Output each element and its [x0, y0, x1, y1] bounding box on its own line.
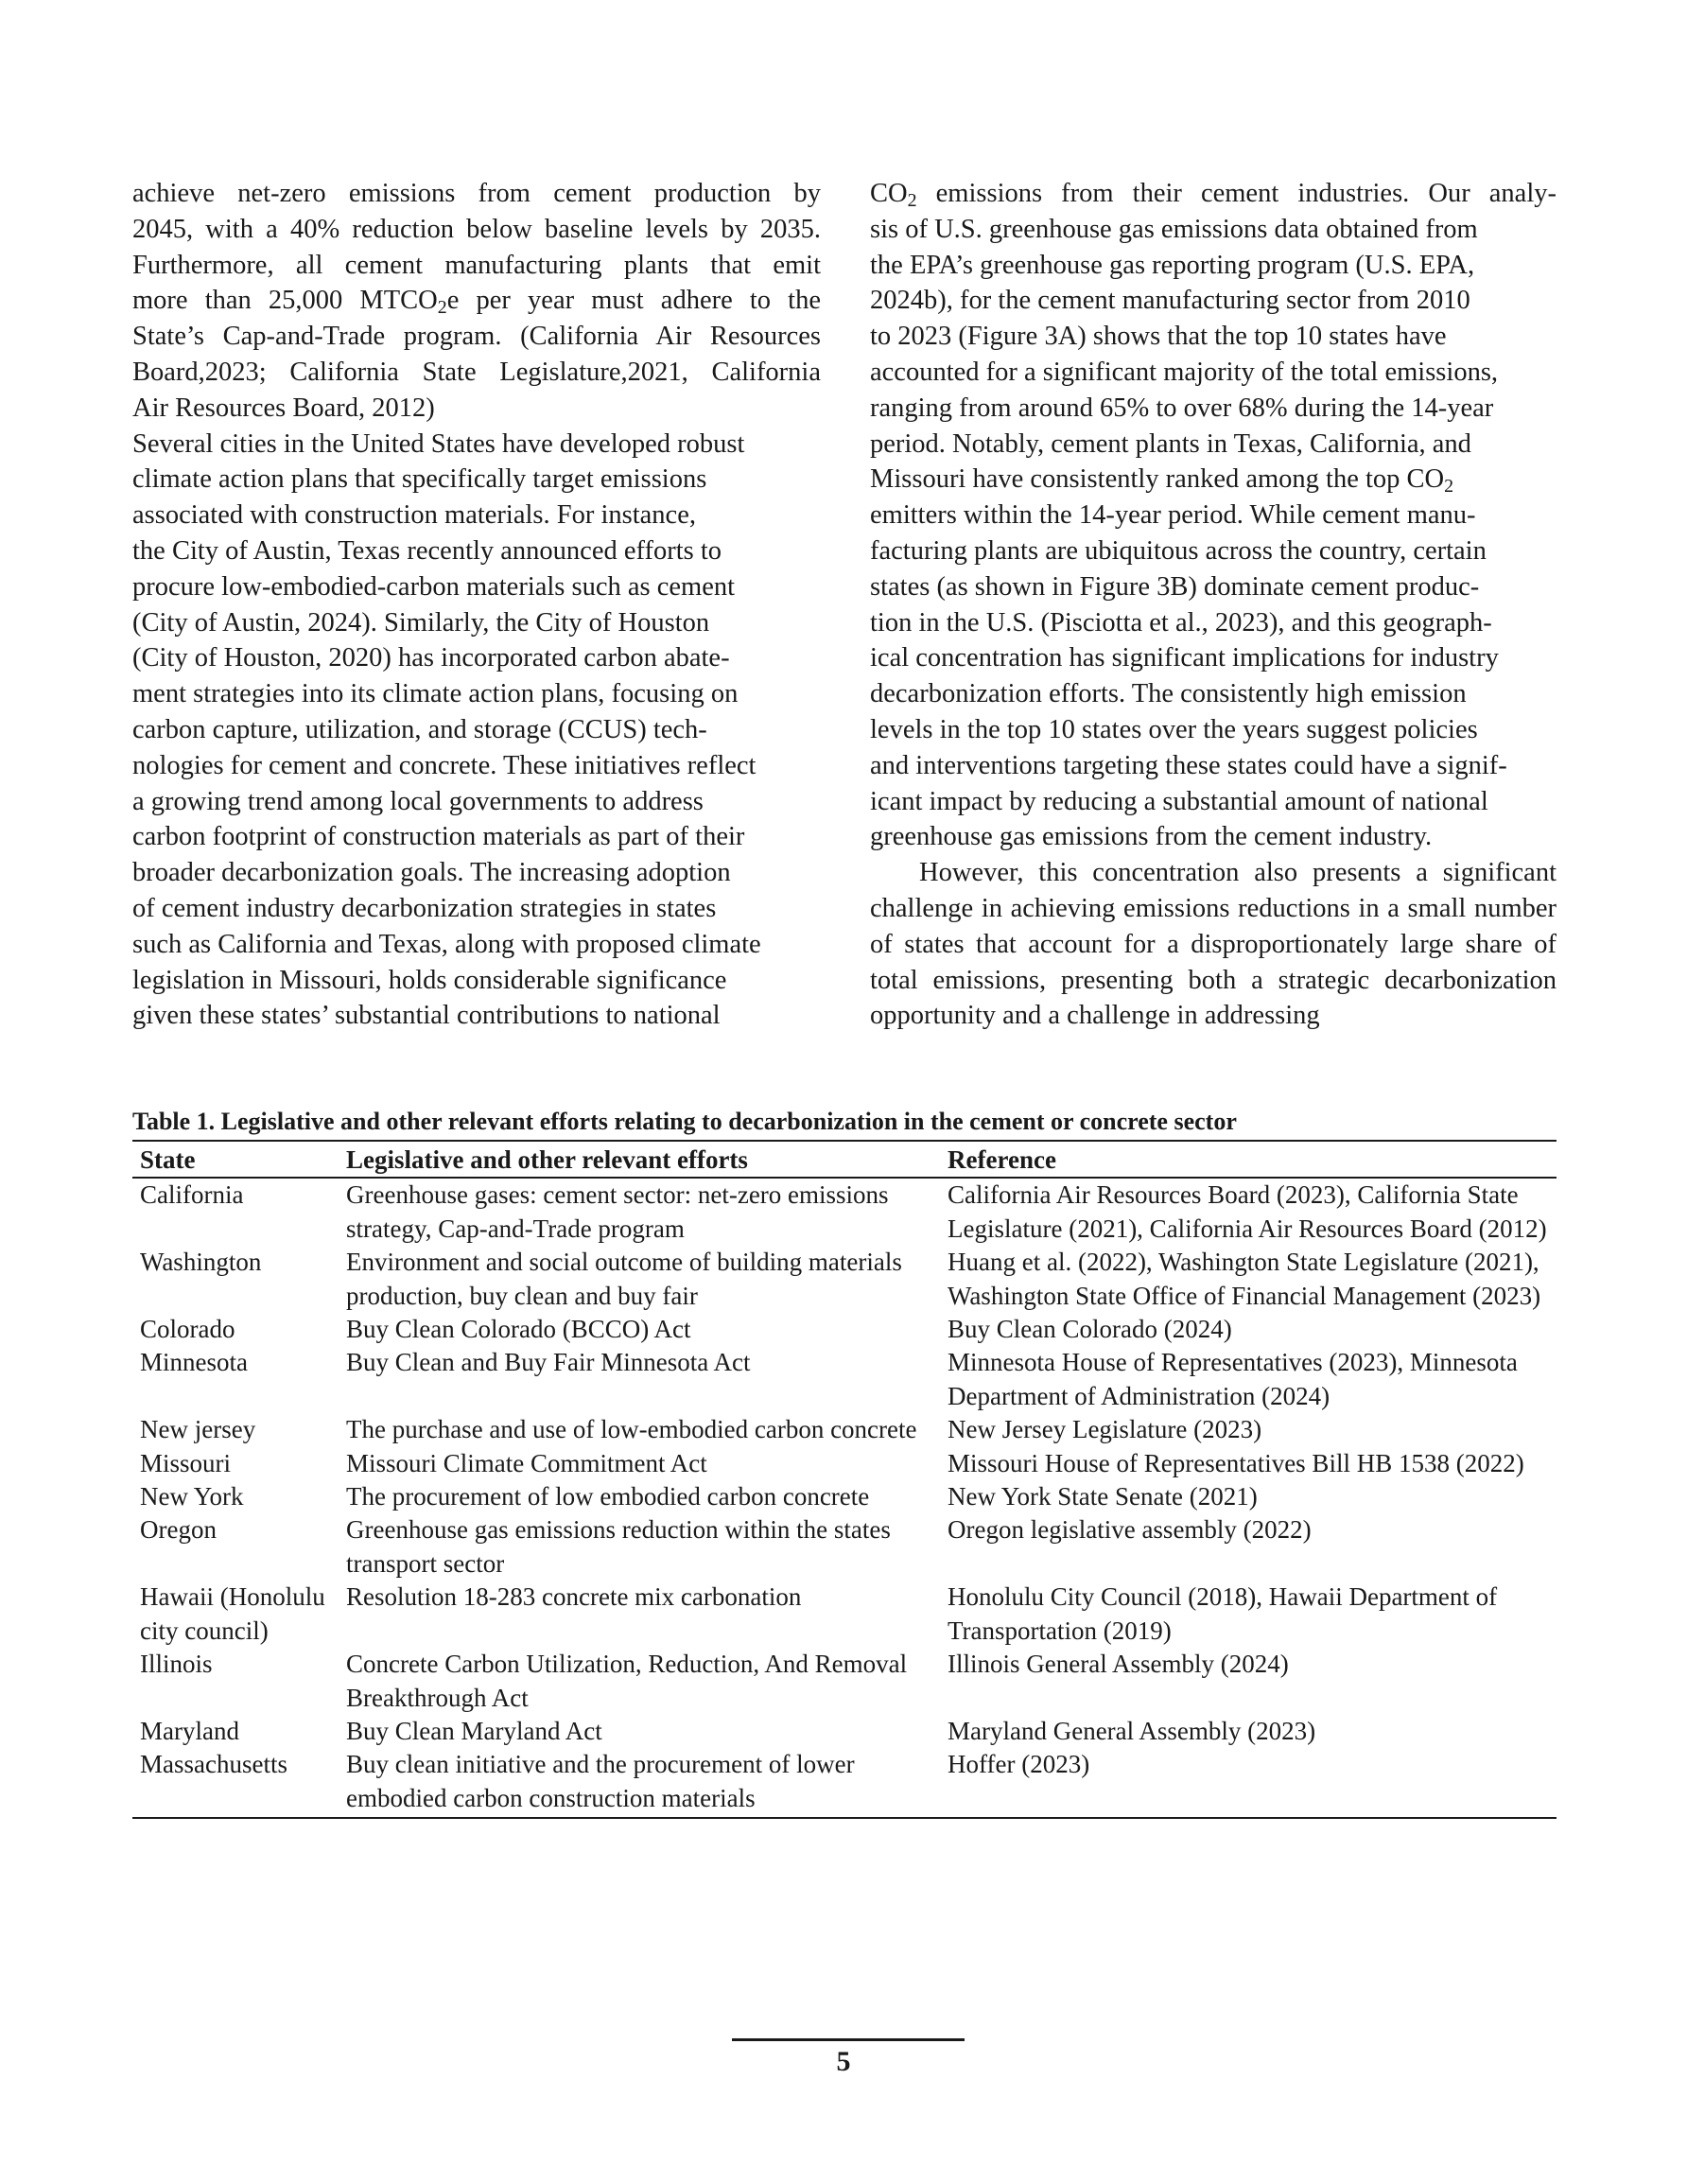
- cell-reference: California Air Resources Board (2023), California State Legislature (2021), California Air Resources Board (2012): [948, 1180, 1547, 1243]
- column-header-reference: Reference: [940, 1141, 1557, 1178]
- text-line: Air Resources Board, 2012): [132, 393, 435, 423]
- table-row: [132, 1246, 1557, 1313]
- cell-state: Missouri: [140, 1448, 232, 1477]
- cell-efforts: Missouri Climate Commitment Act: [346, 1448, 707, 1477]
- text-line: legislation in Missouri, holds considerable significance: [132, 965, 727, 995]
- text-line: a growing trend among local governments to address: [132, 786, 704, 816]
- text-line: levels in the top 10 states over the years suggest policies: [870, 714, 1478, 744]
- table-caption: Table 1. Legislative and other relevant efforts relating to decarbonization in the cement or concrete sector: [132, 1108, 1237, 1135]
- cell-state: Hawaii (Honolulu city council): [140, 1582, 325, 1645]
- cell-state: New jersey: [140, 1415, 256, 1444]
- cell-reference: Missouri House of Representatives Bill HB 1538 (2022): [948, 1448, 1524, 1477]
- cell-reference: Buy Clean Colorado (2024): [948, 1315, 1232, 1344]
- text-line: 2024b), for the cement manufacturing sector from 2010: [870, 286, 1470, 316]
- cell-state: Illinois: [140, 1650, 213, 1679]
- text-line: 2045, with a 40% reduction below baseline levels by 2035.: [132, 214, 821, 244]
- cell-efforts: Resolution 18-283 concrete mix carbonation: [346, 1582, 802, 1612]
- text-line: to 2023 (Figure 3A) shows that the top 10 states have: [870, 322, 1447, 352]
- cell-reference: New Jersey Legislature (2023): [948, 1415, 1262, 1444]
- text-line: broader decarbonization goals. The increasing adoption: [132, 858, 731, 888]
- text-line: ment strategies into its climate action plans, focusing on: [132, 679, 739, 709]
- text-line: icant impact by reducing a substantial amount of national: [870, 786, 1488, 816]
- table-row: [132, 1313, 1557, 1346]
- cell-reference: Hoffer (2023): [940, 1748, 1557, 1818]
- text-line: decarbonization efforts. The consistently high emission: [870, 679, 1467, 709]
- cell-reference: New York State Senate (2021): [948, 1482, 1258, 1511]
- cell-reference: Maryland General Assembly (2023): [948, 1716, 1316, 1745]
- page-number: 5: [836, 2046, 851, 2077]
- cell-efforts: The purchase and use of low-embodied carbon concrete: [346, 1415, 917, 1444]
- text-fragment: Missouri have consistently ranked among the top CO: [870, 464, 1445, 495]
- table-row: [132, 1513, 1557, 1581]
- text-line: period. Notably, cement plants in Texas, California, and: [870, 428, 1471, 459]
- subscript: 2: [437, 297, 447, 319]
- text-line: accounted for a significant majority of the total emissions,: [870, 357, 1499, 387]
- text-line: the City of Austin, Texas recently announced efforts to: [132, 535, 722, 566]
- footer-rule: [732, 2038, 965, 2041]
- cell-efforts: Environment and social outcome of building materials production, buy clean and buy fair: [346, 1248, 902, 1310]
- cell-efforts: The procurement of low embodied carbon concrete: [346, 1482, 870, 1511]
- right-paragraph-2: However, this concentration also presents a significant challenge in achieving emissions reductions in a small number of states that account for a disproportionately large share of total emissions, presenting both a strategic decarbonization opportunity and a challenge in addressing: [870, 858, 1557, 1031]
- text-line: (City of Houston, 2020) has incorporated carbon abate-: [132, 643, 730, 673]
- text-line: facturing plants are ubiquitous across the country, certain: [870, 535, 1487, 566]
- text-line: [132, 283, 821, 319]
- cell-state: Maryland: [140, 1716, 239, 1745]
- table-row: [132, 1178, 1557, 1246]
- text-line: ranging from around 65% to over 68% during the 14-year: [870, 393, 1494, 423]
- text-line: sis of U.S. greenhouse gas emissions data obtained from: [870, 214, 1478, 244]
- cell-efforts: Greenhouse gases: cement sector: net-zero emissions strategy, Cap-and-Trade program: [346, 1180, 889, 1243]
- left-paragraph-2: [132, 427, 821, 1035]
- right-paragraph-1: [870, 176, 1557, 855]
- text-line: Board,2023; California State Legislature,2021, California: [132, 357, 821, 387]
- text-line: and interventions targeting these states could have a signif-: [870, 750, 1507, 780]
- text-fragment: e per year must adhere to the: [446, 286, 822, 316]
- legislation-table: [132, 1140, 1557, 1819]
- text-line: associated with construction materials. For instance,: [132, 500, 696, 531]
- table-row: [132, 1648, 1557, 1715]
- text-line: Several cities in the United States have developed robust: [132, 428, 745, 459]
- left-paragraph-1: [132, 176, 821, 427]
- cell-reference: Illinois General Assembly (2024): [948, 1650, 1289, 1679]
- cell-state: Washington: [140, 1248, 262, 1277]
- cell-efforts: Buy Clean Maryland Act: [346, 1716, 602, 1745]
- text-line: [870, 176, 1557, 212]
- table-row: [132, 1346, 1557, 1413]
- cell-reference: Huang et al. (2022), Washington State Legislature (2021), Washington State Office of Financial Management (2023): [948, 1248, 1541, 1310]
- text-line: the EPA’s greenhouse gas reporting program (U.S. EPA,: [870, 250, 1475, 280]
- text-line: Furthermore, all cement manufacturing plants that emit: [132, 250, 821, 280]
- table-header-row: [132, 1141, 1557, 1178]
- table-row: [132, 1748, 1557, 1818]
- cell-state: Colorado: [140, 1315, 235, 1344]
- text-line: carbon capture, utilization, and storage (CCUS) tech-: [132, 714, 707, 744]
- table-row: [132, 1480, 1557, 1513]
- text-line: tion in the U.S. (Pisciotta et al., 2023), and this geograph-: [870, 607, 1492, 638]
- column-header-efforts: Legislative and other relevant efforts: [339, 1141, 940, 1178]
- text-line: procure low-embodied-carbon materials such as cement: [132, 571, 736, 602]
- text-line: achieve net-zero emissions from cement production by: [132, 179, 821, 208]
- cell-reference: Oregon legislative assembly (2022): [948, 1515, 1312, 1545]
- text-line: State’s Cap-and-Trade program. (California Air Resources: [132, 322, 821, 352]
- cell-efforts: Greenhouse gas emissions reduction within the states transport sector: [346, 1515, 891, 1578]
- right-column: [870, 176, 1557, 1034]
- subscript: 2: [1444, 476, 1454, 498]
- cell-reference: Minnesota House of Representatives (2023), Minnesota Department of Administration (2024): [948, 1348, 1518, 1410]
- text-line: emitters within the 14-year period. While cement manu-: [870, 500, 1476, 531]
- cell-efforts: Buy Clean Colorado (BCCO) Act: [346, 1315, 691, 1344]
- column-header-state: State: [132, 1141, 339, 1178]
- cell-state: New York: [140, 1482, 244, 1511]
- text-line: (City of Austin, 2024). Similarly, the City of Houston: [132, 607, 710, 638]
- text-fragment: more than 25,000 MTCO: [132, 286, 438, 316]
- table-row: [132, 1581, 1557, 1648]
- table-row: [132, 1715, 1557, 1748]
- text-fragment: CO: [870, 179, 908, 208]
- table-row: [132, 1447, 1557, 1480]
- cell-efforts: Buy Clean and Buy Fair Minnesota Act: [346, 1348, 751, 1377]
- cell-reference: Honolulu City Council (2018), Hawaii Department of Transportation (2019): [948, 1582, 1498, 1645]
- text-line: ical concentration has significant implications for industry: [870, 643, 1499, 673]
- subscript: 2: [907, 189, 917, 211]
- text-line: given these states’ substantial contributions to national: [132, 1001, 721, 1031]
- text-line: climate action plans that specifically target emissions: [132, 464, 707, 495]
- text-line: nologies for cement and concrete. These initiatives reflect: [132, 750, 757, 780]
- cell-efforts: Concrete Carbon Utilization, Reduction, And Removal Breakthrough Act: [346, 1650, 908, 1712]
- text-line: such as California and Texas, along with proposed climate: [132, 929, 761, 959]
- text-line: [870, 462, 1557, 498]
- legislation-table-section: [132, 1106, 1557, 1819]
- text-line: of cement industry decarbonization strategies in states: [132, 893, 717, 923]
- text-line: greenhouse gas emissions from the cement industry.: [870, 822, 1433, 852]
- text-line: carbon footprint of construction materials as part of their: [132, 822, 745, 852]
- cell-state: Minnesota: [140, 1348, 248, 1377]
- cell-efforts: Buy clean initiative and the procurement of lower embodied carbon construction materials: [339, 1748, 940, 1818]
- cell-state: Massachusetts: [132, 1748, 339, 1818]
- table-row: [132, 1413, 1557, 1446]
- cell-state: California: [140, 1180, 244, 1210]
- text-line: states (as shown in Figure 3B) dominate cement produc-: [870, 571, 1480, 602]
- text-fragment: emissions from their cement industries. Our analy-: [916, 179, 1557, 208]
- cell-state: Oregon: [140, 1515, 217, 1545]
- left-column: [132, 176, 821, 1034]
